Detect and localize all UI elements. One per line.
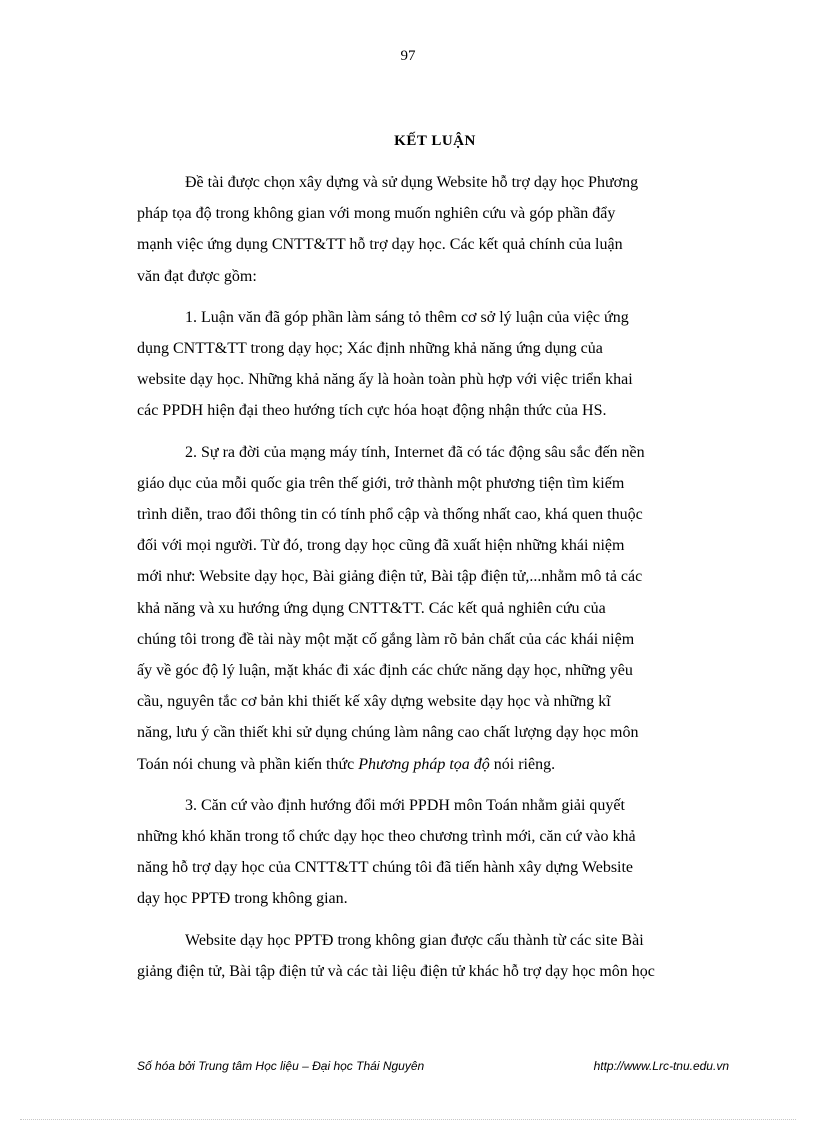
text-line: cầu, nguyên tắc cơ bản khi thiết kế xây dựng website dạy học và những kĩ xyxy=(137,693,611,711)
text-line: văn đạt được gồm: xyxy=(137,267,257,285)
text-line-last xyxy=(137,749,717,780)
text-line: Website dạy học PPTĐ trong không gian được cấu thành từ các site Bài xyxy=(185,931,644,949)
text-line: website dạy học. Những khả năng ấy là hoàn toàn phù hợp với việc triển khai xyxy=(137,371,633,389)
text-line: 3. Căn cứ vào định hướng đổi mới PPDH môn Toán nhằm giải quyết xyxy=(185,796,625,814)
page-footer xyxy=(137,1059,729,1073)
section-title: KẾT LUẬN xyxy=(394,133,476,149)
text-line: pháp tọa độ trong không gian với mong muốn nghiên cứu và góp phần đẩy xyxy=(137,205,616,223)
text-line: giảng điện tử, Bài tập điện tử và các tài liệu điện tử khác hỗ trợ dạy học môn học xyxy=(137,962,655,980)
text-line: năng, lưu ý cần thiết khi sử dụng chúng làm nâng cao chất lượng dạy học môn xyxy=(137,724,639,742)
text-line: trình diễn, trao đổi thông tin có tính phổ cập và thống nhất cao, khá quen thuộc xyxy=(137,506,643,524)
text-segment: Toán nói chung và phần kiến thức xyxy=(137,755,359,773)
text-line: dạy học PPTĐ trong không gian. xyxy=(137,890,348,908)
text-line: các PPDH hiện đại theo hướng tích cực hóa hoạt động nhận thức của HS. xyxy=(137,402,607,420)
paragraph-3 xyxy=(137,790,717,915)
footer-url: http://www.Lrc-tnu.edu.vn xyxy=(593,1059,729,1073)
text-line: khả năng và xu hướng ứng dụng CNTT&TT. Các kết quả nghiên cứu của xyxy=(137,599,606,617)
italic-term: Phương pháp tọa độ xyxy=(358,755,490,773)
paragraph-1 xyxy=(137,302,717,427)
body-text xyxy=(137,167,717,997)
text-segment: nói riêng. xyxy=(489,755,556,773)
paragraph-4 xyxy=(137,925,717,987)
text-line: những khó khăn trong tổ chức dạy học theo chương trình mới, căn cứ vào khả xyxy=(137,828,636,846)
paragraph-intro xyxy=(137,167,717,292)
text-line: Đề tài được chọn xây dựng và sử dụng Website hỗ trợ dạy học Phương xyxy=(185,174,639,191)
text-line: dụng CNTT&TT trong dạy học; Xác định những khả năng ứng dụng của xyxy=(137,340,603,358)
paragraph-2 xyxy=(137,437,717,780)
text-line: đối với mọi người. Từ đó, trong dạy học cũng đã xuất hiện những khái niệm xyxy=(137,537,625,555)
footer-source: Số hóa bởi Trung tâm Học liệu – Đại học Thái Nguyên xyxy=(137,1059,425,1073)
text-line: 1. Luận văn đã góp phần làm sáng tỏ thêm cơ sở lý luận của việc ứng xyxy=(185,308,629,326)
text-line: ấy về góc độ lý luận, mặt khác đi xác định các chức năng dạy học, những yêu xyxy=(137,662,633,680)
text-line: mới như: Website dạy học, Bài giảng điện tử, Bài tập điện tử,...nhằm mô tả các xyxy=(137,568,643,586)
text-line: chúng tôi trong đề tài này một mặt cố gắng làm rõ bản chất của các khái niệm xyxy=(137,630,635,648)
text-line: 2. Sự ra đời của mạng máy tính, Internet đã có tác động sâu sắc đến nền xyxy=(185,443,645,461)
text-line: giáo dục của mỗi quốc gia trên thế giới, trở thành một phương tiện tìm kiếm xyxy=(137,474,625,492)
text-line: mạnh việc ứng dụng CNTT&TT hỗ trợ dạy học. Các kết quả chính của luận xyxy=(137,236,623,254)
page-number: 97 xyxy=(400,48,416,64)
text-line: năng hỗ trợ dạy học của CNTT&TT chúng tôi đã tiến hành xây dựng Website xyxy=(137,859,634,877)
bottom-divider xyxy=(20,1119,796,1120)
